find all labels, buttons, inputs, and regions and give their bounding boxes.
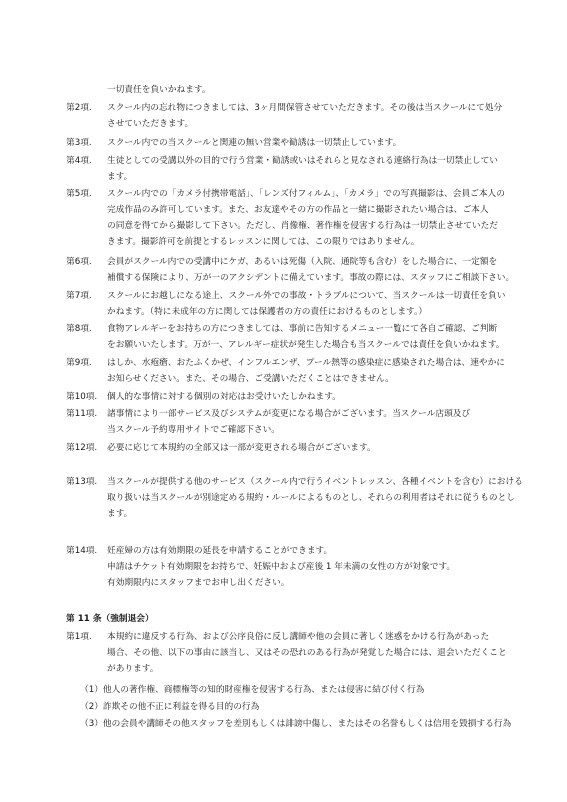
clause-number: 第14項. [66, 546, 98, 556]
clause-text [107, 288, 516, 320]
clause-text [107, 100, 516, 132]
clause-line: 申請はチケット有効期限をお持ちで、妊娠中および産後 1 年未満の女性の方が対象です。 [107, 562, 456, 572]
clause-text [107, 389, 516, 405]
clause-line: させていただきます。 [107, 119, 194, 129]
clause-line: があります。 [107, 664, 159, 674]
clause-number: 第2項. [66, 103, 92, 113]
clause-line: 当スクール予約専用サイトでご確認下さい。 [107, 425, 280, 435]
clause-text [107, 135, 516, 151]
clause-3 [66, 135, 516, 151]
clause-line: 取り扱いは当スクールが別途定める規約・ルールによるものとし、それらの利用者はそれに従うものとし [107, 493, 515, 503]
clause-text [107, 321, 516, 353]
clause-line: スクール内の忘れ物につきましては、3ヶ月間保管させていただきます。その後は当スクールにて処分 [107, 103, 503, 113]
clause-line: の同意を得てから撮影して下さい。ただし、肖像権、著作権を侵害する行為は一切禁止させていただ [107, 221, 498, 231]
clause-line: 食物アレルギーをお持ちの方につきましては、事前に告知するメニュー一覧にて各自ご確認、ご判断 [107, 324, 498, 334]
clause-number: 第12項. [66, 443, 98, 453]
clause-line: 会員がスクール内での受講中にケガ、あるいは死傷（入院、通院等も含む）をした場合に、一定額を [107, 257, 498, 267]
clause-14 [66, 543, 516, 591]
clause-line: お知らせください。また、その場合、ご受講いただくことはできません。 [107, 374, 394, 384]
clause-line: 生徒としての受講以外の目的で行う営業・勧誘或いはそれらと見なされる連絡行為は一切禁止してい [107, 156, 498, 166]
clause-7 [66, 288, 516, 320]
clause-line: スクール内での当スクールと関連の無い営業や勧誘は一切禁止しています。 [107, 138, 402, 148]
clause-8 [66, 321, 516, 353]
clause-10 [66, 389, 516, 405]
clause-number: 第9項. [66, 358, 92, 368]
clause-12 [66, 440, 516, 456]
clause-line: かねます。（特に未成年の方に関しては保護者の方の責任におけるものとします。） [107, 307, 428, 317]
clause-number: 第13項. [66, 477, 98, 487]
clause-line: 有効期限内にスタッフまでお申し出ください。 [107, 578, 290, 588]
clause-text [107, 629, 516, 677]
clause-line: 諸事情により一部サービス及びシステムが変更になる場合がございます。当スクール店頭及び [107, 409, 471, 419]
clause-line: 個人的な事情に対する個別の対応はお受けいたしかねます。 [107, 392, 341, 402]
clause-line: スクール内での「カメラ付携帯電話」、「レンズ付フィルム」、「カメラ」での写真撮影は、会員ご本人の [107, 189, 505, 199]
clause-line: 当スクールが提供する他のサービス（スクール内で行うイベントレッスン、各種イベントを含む）における [107, 477, 523, 487]
clause-line: 完成作品のみ許可しています。また、お友達やその方の作品と一緒に撮影されたい場合は、ご本人 [107, 205, 489, 215]
clause-line: 場合、その他、以下の事由に該当し、又はその恐れのある行為が発覚した場合には、退会いただくこと [107, 648, 507, 658]
clause-line: 必要に応じて本規約の全部又は一部が変更される場合がございます。 [107, 443, 376, 453]
clause-line: 妊産婦の方は有効期限の延長を申請することができます。 [107, 546, 333, 556]
list-item: （3）他の会員や講師その他スタッフを差別もしくは誹謗中傷し、またはその名誉もしくは信用を毀損する行為 [80, 719, 512, 729]
clause-4 [66, 153, 516, 185]
list-item: （2）詐欺その他不正に利益を得る目的の行為 [80, 702, 260, 712]
clause-text [107, 254, 516, 286]
list-item: （1）他人の著作権、商標権等の知的財産権を侵害する行為、または侵害に結び付く行為 [80, 685, 425, 695]
clause-text [107, 543, 516, 591]
clause-number: 第4項. [66, 156, 92, 166]
clause-2 [66, 100, 516, 132]
clause-number: 第11項. [66, 409, 98, 419]
clause-number: 第6項. [66, 257, 92, 267]
clause-number: 第10項. [66, 392, 98, 402]
clause-5 [66, 186, 516, 250]
clause-line: ます。 [107, 172, 133, 182]
clause-line: 本規約に違反する行為、および公序良俗に反し講師や他の会員に著しく迷惑をかける行為があった [107, 632, 490, 642]
clause-number: 第8項. [66, 324, 92, 334]
clause-13 [66, 474, 523, 522]
article-clause-1 [66, 629, 516, 677]
clause-line: スクールにお越しになる途上、スクール外での事故・トラブルについて、当スクールは一切責任を負い [107, 291, 506, 301]
clause-9 [66, 355, 516, 387]
article-heading: 第 11 条（強制退会） [66, 614, 154, 624]
clause-11 [66, 406, 516, 438]
clause-line: をお願いいたします。万が一、アレルギー症状が発生した場合も当スクールでは責任を負いかねます。 [107, 340, 505, 350]
clause-line: はしか、水疱瘡、おたふくかぜ、インフルエンザ、プール熱等の感染症に感染された場合は、速やかに [107, 358, 505, 368]
clause-text [107, 440, 516, 456]
clause-text [107, 406, 516, 438]
clause-number: 第7項. [66, 291, 92, 301]
clause-text [107, 474, 523, 522]
clause-number: 第3項. [66, 138, 92, 148]
clause-number: 第5項. [66, 189, 92, 199]
clause-text [107, 355, 516, 387]
clause-number: 第1項. [66, 632, 92, 642]
clause-line: ます。 [107, 509, 133, 519]
previous-clause-continuation: 一切責任を負いかねます。 [107, 85, 211, 95]
clause-line: 補償する保険により、万が一のアクシデントに備えています。事故の際には、スタッフにご相談下さい。 [107, 273, 515, 283]
clause-text [107, 186, 516, 250]
clause-text [107, 153, 516, 185]
clause-line: きます。撮影許可を前提とするレッスンに関しては、この限りではありません。 [107, 237, 420, 247]
clause-6 [66, 254, 516, 286]
